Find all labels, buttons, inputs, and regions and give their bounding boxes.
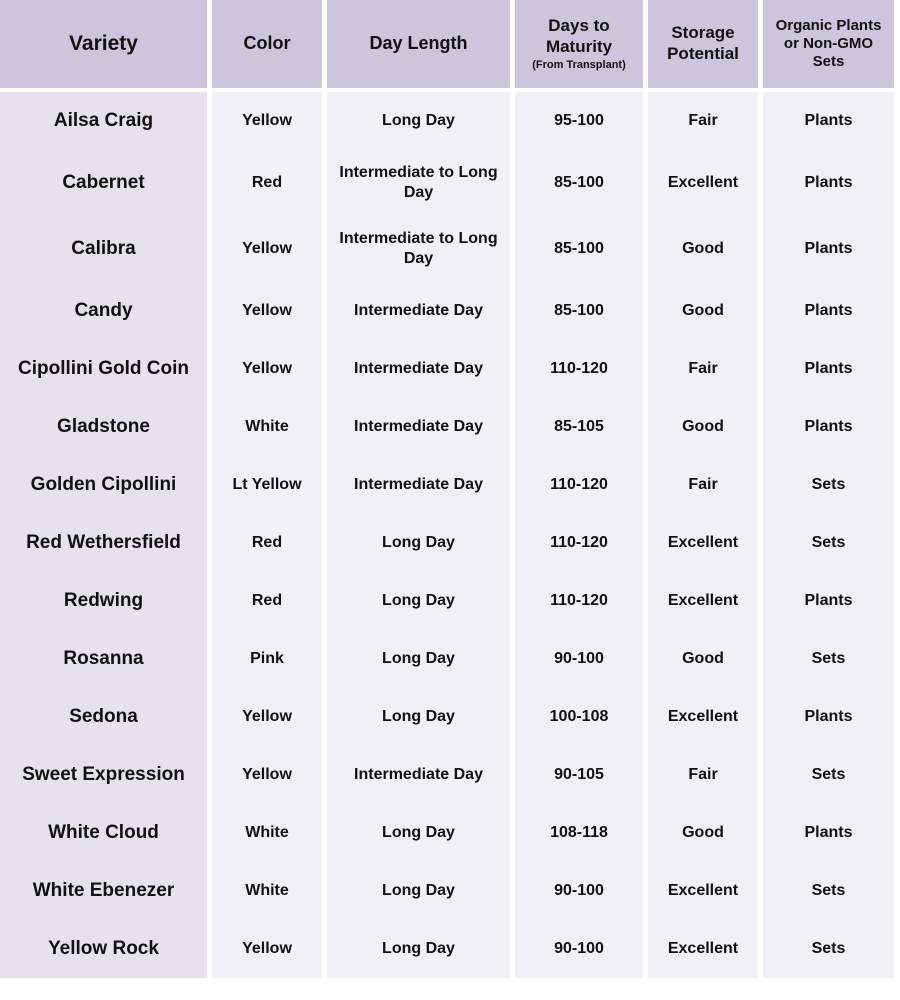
cell-storage bbox=[648, 572, 758, 630]
cell-source bbox=[763, 398, 894, 456]
cell-daylen bbox=[327, 282, 510, 340]
cell-variety bbox=[0, 340, 207, 398]
table-row bbox=[0, 804, 900, 862]
cell-maturity bbox=[515, 92, 643, 150]
cell-daylen bbox=[327, 514, 510, 572]
cell-storage-value: Good bbox=[682, 824, 724, 842]
column-header-day-length-label: Day Length bbox=[369, 33, 468, 54]
cell-source bbox=[763, 514, 894, 572]
cell-maturity bbox=[515, 282, 643, 340]
cell-variety bbox=[0, 746, 207, 804]
cell-color bbox=[212, 514, 322, 572]
column-header-color bbox=[212, 0, 322, 88]
cell-storage bbox=[648, 150, 758, 216]
cell-variety-value: White Ebenezer bbox=[32, 880, 175, 902]
cell-storage-value: Excellent bbox=[667, 174, 739, 192]
cell-color-value: Red bbox=[251, 174, 283, 192]
cell-source bbox=[763, 150, 894, 216]
cell-maturity-value: 90-100 bbox=[554, 650, 604, 668]
table-row bbox=[0, 746, 900, 804]
cell-variety-value: Sedona bbox=[69, 706, 138, 728]
cell-variety-value: Ailsa Craig bbox=[53, 110, 154, 132]
cell-daylen-value: Long Day bbox=[382, 824, 455, 842]
cell-source bbox=[763, 804, 894, 862]
cell-variety-value: Red Wethersfield bbox=[26, 532, 181, 554]
cell-storage bbox=[648, 746, 758, 804]
cell-daylen-value: Intermediate Day bbox=[354, 766, 483, 784]
cell-storage-value: Fair bbox=[688, 766, 718, 784]
cell-daylen-value: Long Day bbox=[382, 882, 455, 900]
table-body bbox=[0, 92, 900, 978]
cell-variety-value: Sweet Expression bbox=[22, 764, 185, 786]
column-header-plant-source-label: Organic Plants or Non-GMO Sets bbox=[775, 16, 882, 71]
column-header-storage-potential bbox=[648, 0, 758, 88]
cell-source-value: Plants bbox=[804, 112, 853, 130]
cell-variety-value: White Cloud bbox=[48, 822, 159, 844]
cell-variety-value: Cabernet bbox=[62, 172, 145, 194]
cell-daylen-value: Intermediate Day bbox=[354, 418, 483, 436]
cell-storage-value: Good bbox=[682, 240, 724, 258]
table-row bbox=[0, 920, 900, 978]
cell-maturity bbox=[515, 804, 643, 862]
cell-color bbox=[212, 150, 322, 216]
cell-maturity-value: 90-100 bbox=[554, 940, 604, 958]
cell-storage bbox=[648, 862, 758, 920]
cell-color bbox=[212, 340, 322, 398]
cell-maturity-value: 110-120 bbox=[550, 476, 608, 494]
cell-color bbox=[212, 572, 322, 630]
cell-daylen-value: Long Day bbox=[382, 112, 455, 130]
table-row bbox=[0, 398, 900, 456]
cell-maturity bbox=[515, 920, 643, 978]
cell-source-value: Plants bbox=[804, 302, 853, 320]
cell-source-value: Sets bbox=[811, 882, 846, 900]
cell-daylen-value: Intermediate Day bbox=[354, 476, 483, 494]
cell-color bbox=[212, 92, 322, 150]
cell-source-value: Sets bbox=[811, 476, 846, 494]
cell-source bbox=[763, 282, 894, 340]
cell-color bbox=[212, 920, 322, 978]
cell-variety bbox=[0, 282, 207, 340]
cell-storage-value: Excellent bbox=[667, 534, 739, 552]
cell-storage bbox=[648, 804, 758, 862]
cell-daylen bbox=[327, 804, 510, 862]
cell-color-value: Red bbox=[251, 592, 283, 610]
cell-storage-value: Good bbox=[682, 650, 724, 668]
cell-variety bbox=[0, 630, 207, 688]
cell-maturity bbox=[515, 688, 643, 746]
cell-daylen-value: Long Day bbox=[382, 940, 455, 958]
cell-color bbox=[212, 746, 322, 804]
cell-maturity-value: 95-100 bbox=[554, 112, 604, 130]
cell-variety-value: Redwing bbox=[63, 590, 144, 612]
cell-storage bbox=[648, 92, 758, 150]
cell-variety bbox=[0, 216, 207, 282]
column-header-color-label: Color bbox=[243, 33, 291, 54]
cell-color bbox=[212, 456, 322, 514]
cell-source bbox=[763, 216, 894, 282]
cell-maturity-value: 85-105 bbox=[554, 418, 604, 436]
cell-maturity bbox=[515, 514, 643, 572]
cell-maturity bbox=[515, 862, 643, 920]
column-header-days-to-maturity-sublabel: (From Transplant) bbox=[532, 58, 626, 71]
cell-color bbox=[212, 688, 322, 746]
table-row bbox=[0, 150, 900, 216]
cell-maturity bbox=[515, 746, 643, 804]
cell-source-value: Plants bbox=[804, 174, 853, 192]
cell-daylen-value: Long Day bbox=[382, 592, 455, 610]
cell-storage bbox=[648, 514, 758, 572]
cell-maturity-value: 100-108 bbox=[549, 708, 609, 726]
cell-color bbox=[212, 630, 322, 688]
cell-storage-value: Excellent bbox=[667, 592, 739, 610]
column-header-variety-label: Variety bbox=[69, 32, 138, 56]
cell-variety-value: Yellow Rock bbox=[48, 938, 159, 960]
cell-maturity-value: 110-120 bbox=[550, 360, 608, 378]
cell-color-value: Pink bbox=[250, 650, 284, 668]
column-header-days-to-maturity-label: Days to Maturity bbox=[545, 16, 613, 56]
cell-maturity-value: 85-100 bbox=[554, 302, 604, 320]
cell-color bbox=[212, 216, 322, 282]
cell-source-value: Plants bbox=[804, 240, 853, 258]
cell-storage bbox=[648, 216, 758, 282]
cell-storage-value: Excellent bbox=[667, 940, 739, 958]
cell-maturity-value: 90-100 bbox=[554, 882, 604, 900]
table-row bbox=[0, 572, 900, 630]
cell-source bbox=[763, 572, 894, 630]
cell-source bbox=[763, 92, 894, 150]
cell-variety bbox=[0, 398, 207, 456]
cell-variety bbox=[0, 572, 207, 630]
cell-storage bbox=[648, 920, 758, 978]
cell-storage-value: Excellent bbox=[667, 882, 739, 900]
cell-maturity bbox=[515, 630, 643, 688]
column-header-storage-potential-label: Storage Potential bbox=[667, 23, 739, 63]
column-header-variety bbox=[0, 0, 207, 88]
cell-variety bbox=[0, 920, 207, 978]
cell-source-value: Sets bbox=[811, 940, 846, 958]
cell-daylen-value: Intermediate Day bbox=[354, 302, 483, 320]
cell-daylen-value: Intermediate to Long Day bbox=[339, 230, 498, 267]
cell-maturity bbox=[515, 456, 643, 514]
cell-variety-value: Rosanna bbox=[63, 648, 144, 670]
cell-daylen bbox=[327, 150, 510, 216]
cell-daylen bbox=[327, 920, 510, 978]
cell-variety-value: Cipollini Gold Coin bbox=[18, 358, 189, 380]
cell-color-value: Yellow bbox=[242, 112, 292, 130]
table-row bbox=[0, 514, 900, 572]
cell-source-value: Sets bbox=[811, 650, 846, 668]
table-row bbox=[0, 282, 900, 340]
cell-source bbox=[763, 746, 894, 804]
cell-color-value: Yellow bbox=[242, 240, 292, 258]
cell-daylen-value: Intermediate Day bbox=[354, 360, 483, 378]
cell-maturity-value: 90-105 bbox=[554, 766, 604, 784]
cell-color bbox=[212, 862, 322, 920]
cell-maturity-value: 110-120 bbox=[550, 534, 608, 552]
cell-source bbox=[763, 862, 894, 920]
cell-variety bbox=[0, 688, 207, 746]
cell-storage bbox=[648, 282, 758, 340]
cell-color-value: White bbox=[245, 882, 289, 900]
cell-variety bbox=[0, 514, 207, 572]
cell-source bbox=[763, 920, 894, 978]
cell-storage-value: Good bbox=[682, 418, 724, 436]
cell-storage bbox=[648, 456, 758, 514]
cell-maturity-value: 108-118 bbox=[550, 824, 608, 842]
cell-maturity-value: 85-100 bbox=[554, 174, 604, 192]
cell-storage bbox=[648, 340, 758, 398]
cell-daylen bbox=[327, 340, 510, 398]
cell-daylen bbox=[327, 216, 510, 282]
column-header-days-to-maturity bbox=[515, 0, 643, 88]
cell-daylen-value: Long Day bbox=[382, 534, 455, 552]
cell-color-value: Yellow bbox=[242, 360, 292, 378]
table-row bbox=[0, 862, 900, 920]
cell-color-value: White bbox=[245, 418, 289, 436]
cell-color bbox=[212, 804, 322, 862]
cell-storage bbox=[648, 630, 758, 688]
cell-variety-value: Candy bbox=[74, 300, 133, 322]
cell-maturity bbox=[515, 216, 643, 282]
cell-variety bbox=[0, 862, 207, 920]
column-header-day-length bbox=[327, 0, 510, 88]
cell-storage bbox=[648, 688, 758, 746]
cell-source-value: Sets bbox=[811, 534, 846, 552]
cell-maturity bbox=[515, 340, 643, 398]
table-row bbox=[0, 456, 900, 514]
cell-daylen-value: Long Day bbox=[382, 650, 455, 668]
cell-color-value: Red bbox=[251, 534, 283, 552]
cell-source-value: Plants bbox=[804, 418, 853, 436]
cell-color bbox=[212, 282, 322, 340]
cell-maturity bbox=[515, 572, 643, 630]
cell-color-value: Yellow bbox=[242, 708, 292, 726]
cell-color bbox=[212, 398, 322, 456]
cell-source-value: Plants bbox=[804, 360, 853, 378]
cell-variety-value: Golden Cipollini bbox=[30, 474, 177, 496]
cell-daylen-value: Intermediate to Long Day bbox=[339, 164, 498, 201]
column-header-plant-source bbox=[763, 0, 894, 88]
cell-storage-value: Good bbox=[682, 302, 724, 320]
cell-source-value: Plants bbox=[804, 592, 853, 610]
cell-source bbox=[763, 688, 894, 746]
cell-daylen bbox=[327, 746, 510, 804]
table-row bbox=[0, 340, 900, 398]
cell-daylen bbox=[327, 862, 510, 920]
cell-color-value: White bbox=[245, 824, 289, 842]
cell-variety bbox=[0, 456, 207, 514]
cell-storage-value: Fair bbox=[688, 112, 718, 130]
cell-source bbox=[763, 630, 894, 688]
cell-variety bbox=[0, 150, 207, 216]
table-header-row bbox=[0, 0, 900, 88]
cell-daylen bbox=[327, 456, 510, 514]
table-row bbox=[0, 630, 900, 688]
cell-daylen bbox=[327, 92, 510, 150]
cell-variety bbox=[0, 92, 207, 150]
cell-source bbox=[763, 340, 894, 398]
cell-maturity-value: 110-120 bbox=[550, 592, 608, 610]
cell-maturity bbox=[515, 398, 643, 456]
cell-variety-value: Gladstone bbox=[57, 416, 150, 438]
cell-daylen bbox=[327, 630, 510, 688]
cell-storage-value: Fair bbox=[688, 360, 718, 378]
cell-source-value: Plants bbox=[804, 708, 853, 726]
cell-maturity-value: 85-100 bbox=[554, 240, 604, 258]
cell-daylen bbox=[327, 688, 510, 746]
table-row bbox=[0, 216, 900, 282]
cell-color-value: Yellow bbox=[242, 766, 292, 784]
cell-source bbox=[763, 456, 894, 514]
cell-color-value: Yellow bbox=[242, 940, 292, 958]
cell-storage-value: Excellent bbox=[667, 708, 739, 726]
cell-variety-value: Calibra bbox=[71, 238, 136, 260]
table-row bbox=[0, 92, 900, 150]
cell-storage bbox=[648, 398, 758, 456]
cell-variety bbox=[0, 804, 207, 862]
cell-daylen bbox=[327, 572, 510, 630]
cell-daylen bbox=[327, 398, 510, 456]
cell-daylen-value: Long Day bbox=[382, 708, 455, 726]
cell-maturity bbox=[515, 150, 643, 216]
cell-color-value: Lt Yellow bbox=[232, 476, 302, 494]
cell-color-value: Yellow bbox=[242, 302, 292, 320]
cell-source-value: Plants bbox=[804, 824, 853, 842]
table-row bbox=[0, 688, 900, 746]
cell-storage-value: Fair bbox=[688, 476, 718, 494]
cell-source-value: Sets bbox=[811, 766, 846, 784]
